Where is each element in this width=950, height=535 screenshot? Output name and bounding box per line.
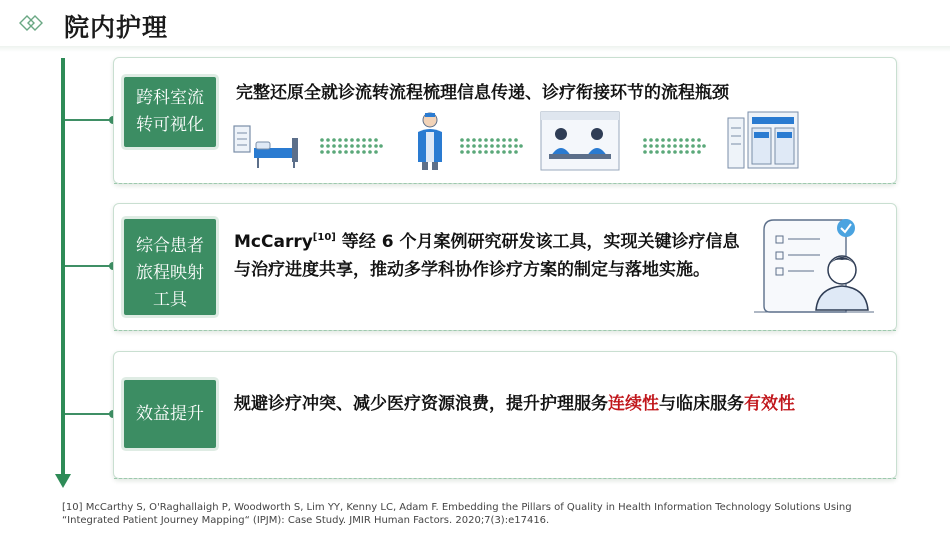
timeline-connector (65, 265, 113, 267)
card-benefits (113, 351, 897, 479)
body-sentence: 等经 6 个月案例研究研发该工具，实现关键诊疗信息与治疗进度共享，推动多学科协作诊疗方案的制定与落地实施。 (234, 232, 740, 280)
dotted-arrow-icon (319, 136, 383, 156)
medical-cabinet-icon (726, 110, 800, 170)
checklist-person-icon (754, 214, 874, 318)
timeline-connector (65, 119, 113, 121)
tag-line: 工具 (153, 290, 187, 310)
dotted-arrow-icon (642, 136, 706, 156)
card-cross-department (113, 57, 897, 184)
author-name: McCarry (234, 232, 313, 252)
tag-line: 综合患者 (136, 236, 204, 256)
header-bar (0, 0, 950, 47)
tag-benefits: 效益提升 (124, 380, 216, 448)
reference-footnote: [10] McCarthy S, O'Raghallaigh P, Woodworth S, Lim YY, Kenny LC, Adam F. Embedding the Pillars of Quality in Health Information Technology Solutions Using “Integrated Patient Journey Mapping“ (IPJM): Case Study. JMIR Human Factors. 2020;7(3):e17416. (62, 502, 852, 526)
reference-marker[interactable]: [10] (312, 232, 336, 243)
tag-line: 转可视化 (136, 115, 204, 135)
benefit-text (234, 390, 814, 418)
card-patient-journey-tool (113, 203, 897, 331)
highlight-effectiveness: 有效性 (744, 394, 795, 414)
page-title: 院内护理 (64, 13, 169, 42)
diamond-logo-icon (18, 14, 44, 32)
dotted-arrow-icon (459, 136, 523, 156)
tag-patient-journey-tool (124, 219, 216, 315)
timeline-connector (65, 413, 113, 415)
row-heading: 完整还原全就诊流转流程梳理信息传递、诊疗衔接环节的流程瓶颈 (236, 83, 729, 103)
timeline-arrow-icon (55, 474, 71, 488)
highlight-continuity: 连续性 (608, 394, 659, 414)
row-body-text (234, 224, 754, 284)
benefit-text-part: 规避诊疗冲突、减少医疗资源浪费，提升护理服务 (234, 394, 608, 414)
nurse-icon (410, 110, 450, 172)
tag-line: 旅程映射 (136, 263, 204, 283)
tag-line: 跨科室流 (136, 88, 204, 108)
tag-cross-department (124, 77, 216, 147)
hospital-bed-icon (232, 120, 302, 172)
benefit-text-part: 与临床服务 (659, 394, 744, 414)
consultation-icon (539, 110, 621, 172)
timeline-line (61, 58, 65, 478)
